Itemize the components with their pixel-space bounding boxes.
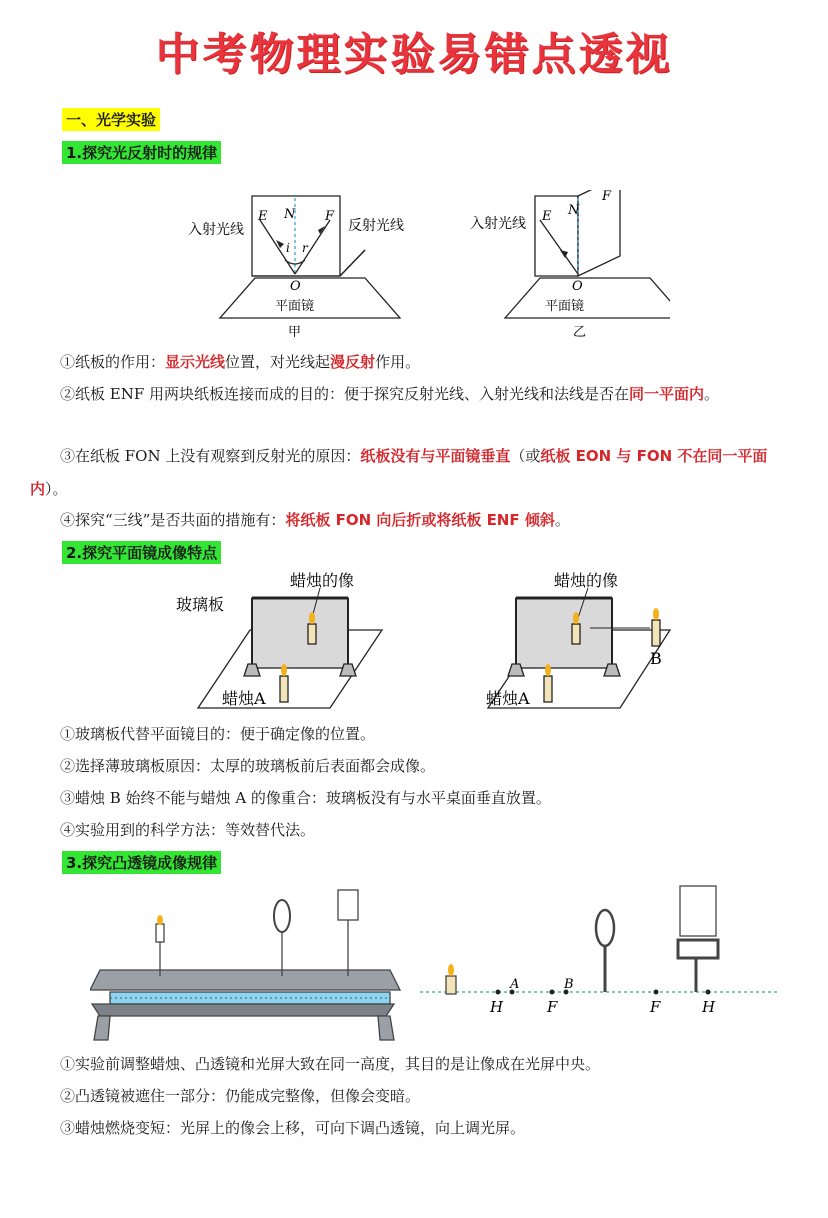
para-lens-1: ①实验前调整蜡烛、凸透镜和光屏大致在同一高度，其目的是让像成在光屏中央。	[60, 1055, 601, 1073]
para-lens-2: ②凸透镜被遮住一部分：仍能成完整像，但像会变暗。	[60, 1087, 421, 1105]
convex-lens-diagram	[90, 880, 790, 1045]
subheading-reflection: 1.探究光反射时的规律	[62, 141, 221, 164]
label-E: E	[258, 209, 268, 224]
label-B-point: B	[564, 977, 574, 992]
label-incident-ray-yi: 入射光线	[470, 216, 526, 232]
label-F-yi: F	[602, 190, 612, 204]
label-incident-ray: 入射光线	[188, 222, 244, 238]
para-reflection-3: ③在纸板 FON 上没有观察到反射光的原因：纸板没有与平面镜垂直（或纸板 EON 与 FON 不在同一平面内）。	[30, 447, 768, 498]
label-yi: 乙	[573, 325, 587, 340]
label-reflected-ray: 反射光线	[348, 218, 404, 234]
label-mirror-yi: 平面镜	[545, 299, 585, 314]
para-mirror-1: ①玻璃板代替平面镜目的：便于确定像的位置。	[60, 725, 376, 743]
para-mirror-4: ④实验用到的科学方法：等效替代法。	[60, 821, 316, 839]
para-lens-3: ③蜡烛燃烧变短：光屏上的像会上移，可向下调凸透镜，向上调光屏。	[60, 1119, 526, 1137]
label-F: F	[325, 209, 335, 224]
page-title: 中考物理实验易错点透视	[155, 29, 673, 80]
para-mirror-3: ③蜡烛 B 始终不能与蜡烛 A 的像重合：玻璃板没有与水平桌面垂直放置。	[60, 789, 551, 807]
label-candleA-right: 蜡烛A	[486, 689, 530, 708]
label-F-right: F	[650, 998, 661, 1016]
label-N-yi: N	[568, 203, 580, 218]
label-image-right: 蜡烛的像	[554, 571, 619, 590]
subheading-convex-lens: 3.探究凸透镜成像规律	[62, 851, 221, 874]
para-reflection-4: ④探究“三线”是否共面的措施有：将纸板 FON 向后折或将纸板 ENF 倾斜。	[60, 511, 570, 529]
label-candleA-left: 蜡烛A	[222, 689, 266, 708]
section-heading-optics: 一、光学实验	[62, 108, 160, 131]
label-mirror-jia: 平面镜	[275, 299, 315, 314]
subheading-plane-mirror: 2.探究平面镜成像特点	[62, 541, 221, 564]
label-E-yi: E	[542, 209, 552, 224]
label-A: A	[510, 977, 520, 992]
label-O-yi: O	[572, 279, 583, 294]
label-H-right: H	[702, 998, 716, 1016]
label-jia: 甲	[288, 325, 302, 340]
plane-mirror-diagram	[170, 568, 690, 718]
para-reflection-2: ②纸板 ENF 用两块纸板连接而成的目的：便于探究反射光线、入射光线和法线是否在同一平面内。	[60, 385, 720, 403]
label-glass: 玻璃板	[176, 595, 225, 614]
label-N: N	[284, 207, 296, 222]
label-image-left: 蜡烛的像	[290, 571, 355, 590]
para-reflection-1: ①纸板的作用：显示光线位置，对光线起漫反射作用。	[60, 353, 421, 371]
para-mirror-2: ②选择薄玻璃板原因：太厚的玻璃板前后表面都会成像。	[60, 757, 436, 775]
label-i: i	[286, 241, 290, 255]
label-O: O	[290, 279, 301, 294]
reflection-diagram	[180, 190, 670, 340]
label-H-left: H	[490, 998, 504, 1016]
label-F-left: F	[547, 998, 558, 1016]
label-r: r	[302, 241, 308, 255]
label-B: B	[650, 649, 662, 668]
